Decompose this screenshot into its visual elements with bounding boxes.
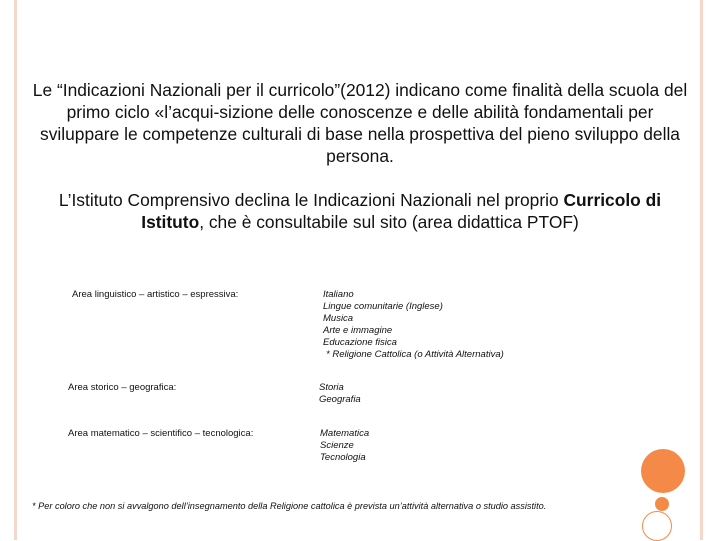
- decorative-circle-large: [641, 449, 685, 493]
- curricolo-text-before: L’Istituto Comprensivo declina le Indicazioni Nazionali nel proprio: [58, 190, 564, 210]
- area-label-linguistico: Area linguistico – artistico – espressiva:: [72, 289, 239, 300]
- decorative-ring: [642, 511, 672, 541]
- subject-item: Scienze: [320, 440, 354, 451]
- subject-item: Tecnologia: [320, 452, 366, 463]
- area-label-matematico: Area matematico – scientifico – tecnologica:: [68, 428, 254, 439]
- subject-item: Educazione fisica: [323, 337, 397, 348]
- footnote: * Per coloro che non si avvalgono dell’insegnamento della Religione cattolica è prevista un’attività alternativa o studio assistito.: [32, 501, 547, 511]
- curricolo-link-text: Curricolo di Istituto: [141, 190, 662, 232]
- decorative-circle-small: [655, 497, 669, 511]
- subject-item: Geografia: [319, 394, 361, 405]
- subject-item: Matematica: [320, 428, 370, 439]
- subject-item: Musica: [323, 313, 354, 324]
- intro-paragraph: Le “Indicazioni Nazionali per il curricolo”(2012) indicano come finalità della scuola del primo ciclo «l’acqui-sizione delle conoscenze e delle abilità fondamentali per sviluppare le competenze culturali di base nella prospettiva del pieno sviluppo della persona.: [32, 80, 688, 166]
- subject-list-storico: [319, 382, 361, 406]
- subject-item: * Religione Cattolica (o Attività Alternativa): [326, 349, 504, 360]
- curricolo-paragraph: [30, 189, 690, 233]
- subject-list-matematico: [320, 428, 369, 464]
- subject-item: Lingue comunitarie (Inglese): [323, 301, 443, 312]
- left-decorative-line: [14, 0, 17, 540]
- subject-item: Storia: [319, 382, 344, 393]
- subject-item: Arte e immagine: [323, 325, 393, 336]
- curricolo-text-after: , che è consultabile sul sito (area didattica PTOF): [199, 212, 579, 232]
- subject-item: Italiano: [323, 289, 354, 300]
- subject-list-linguistico: [323, 289, 504, 361]
- right-decorative-line: [700, 0, 703, 540]
- area-label-storico: Area storico – geografica:: [68, 382, 177, 393]
